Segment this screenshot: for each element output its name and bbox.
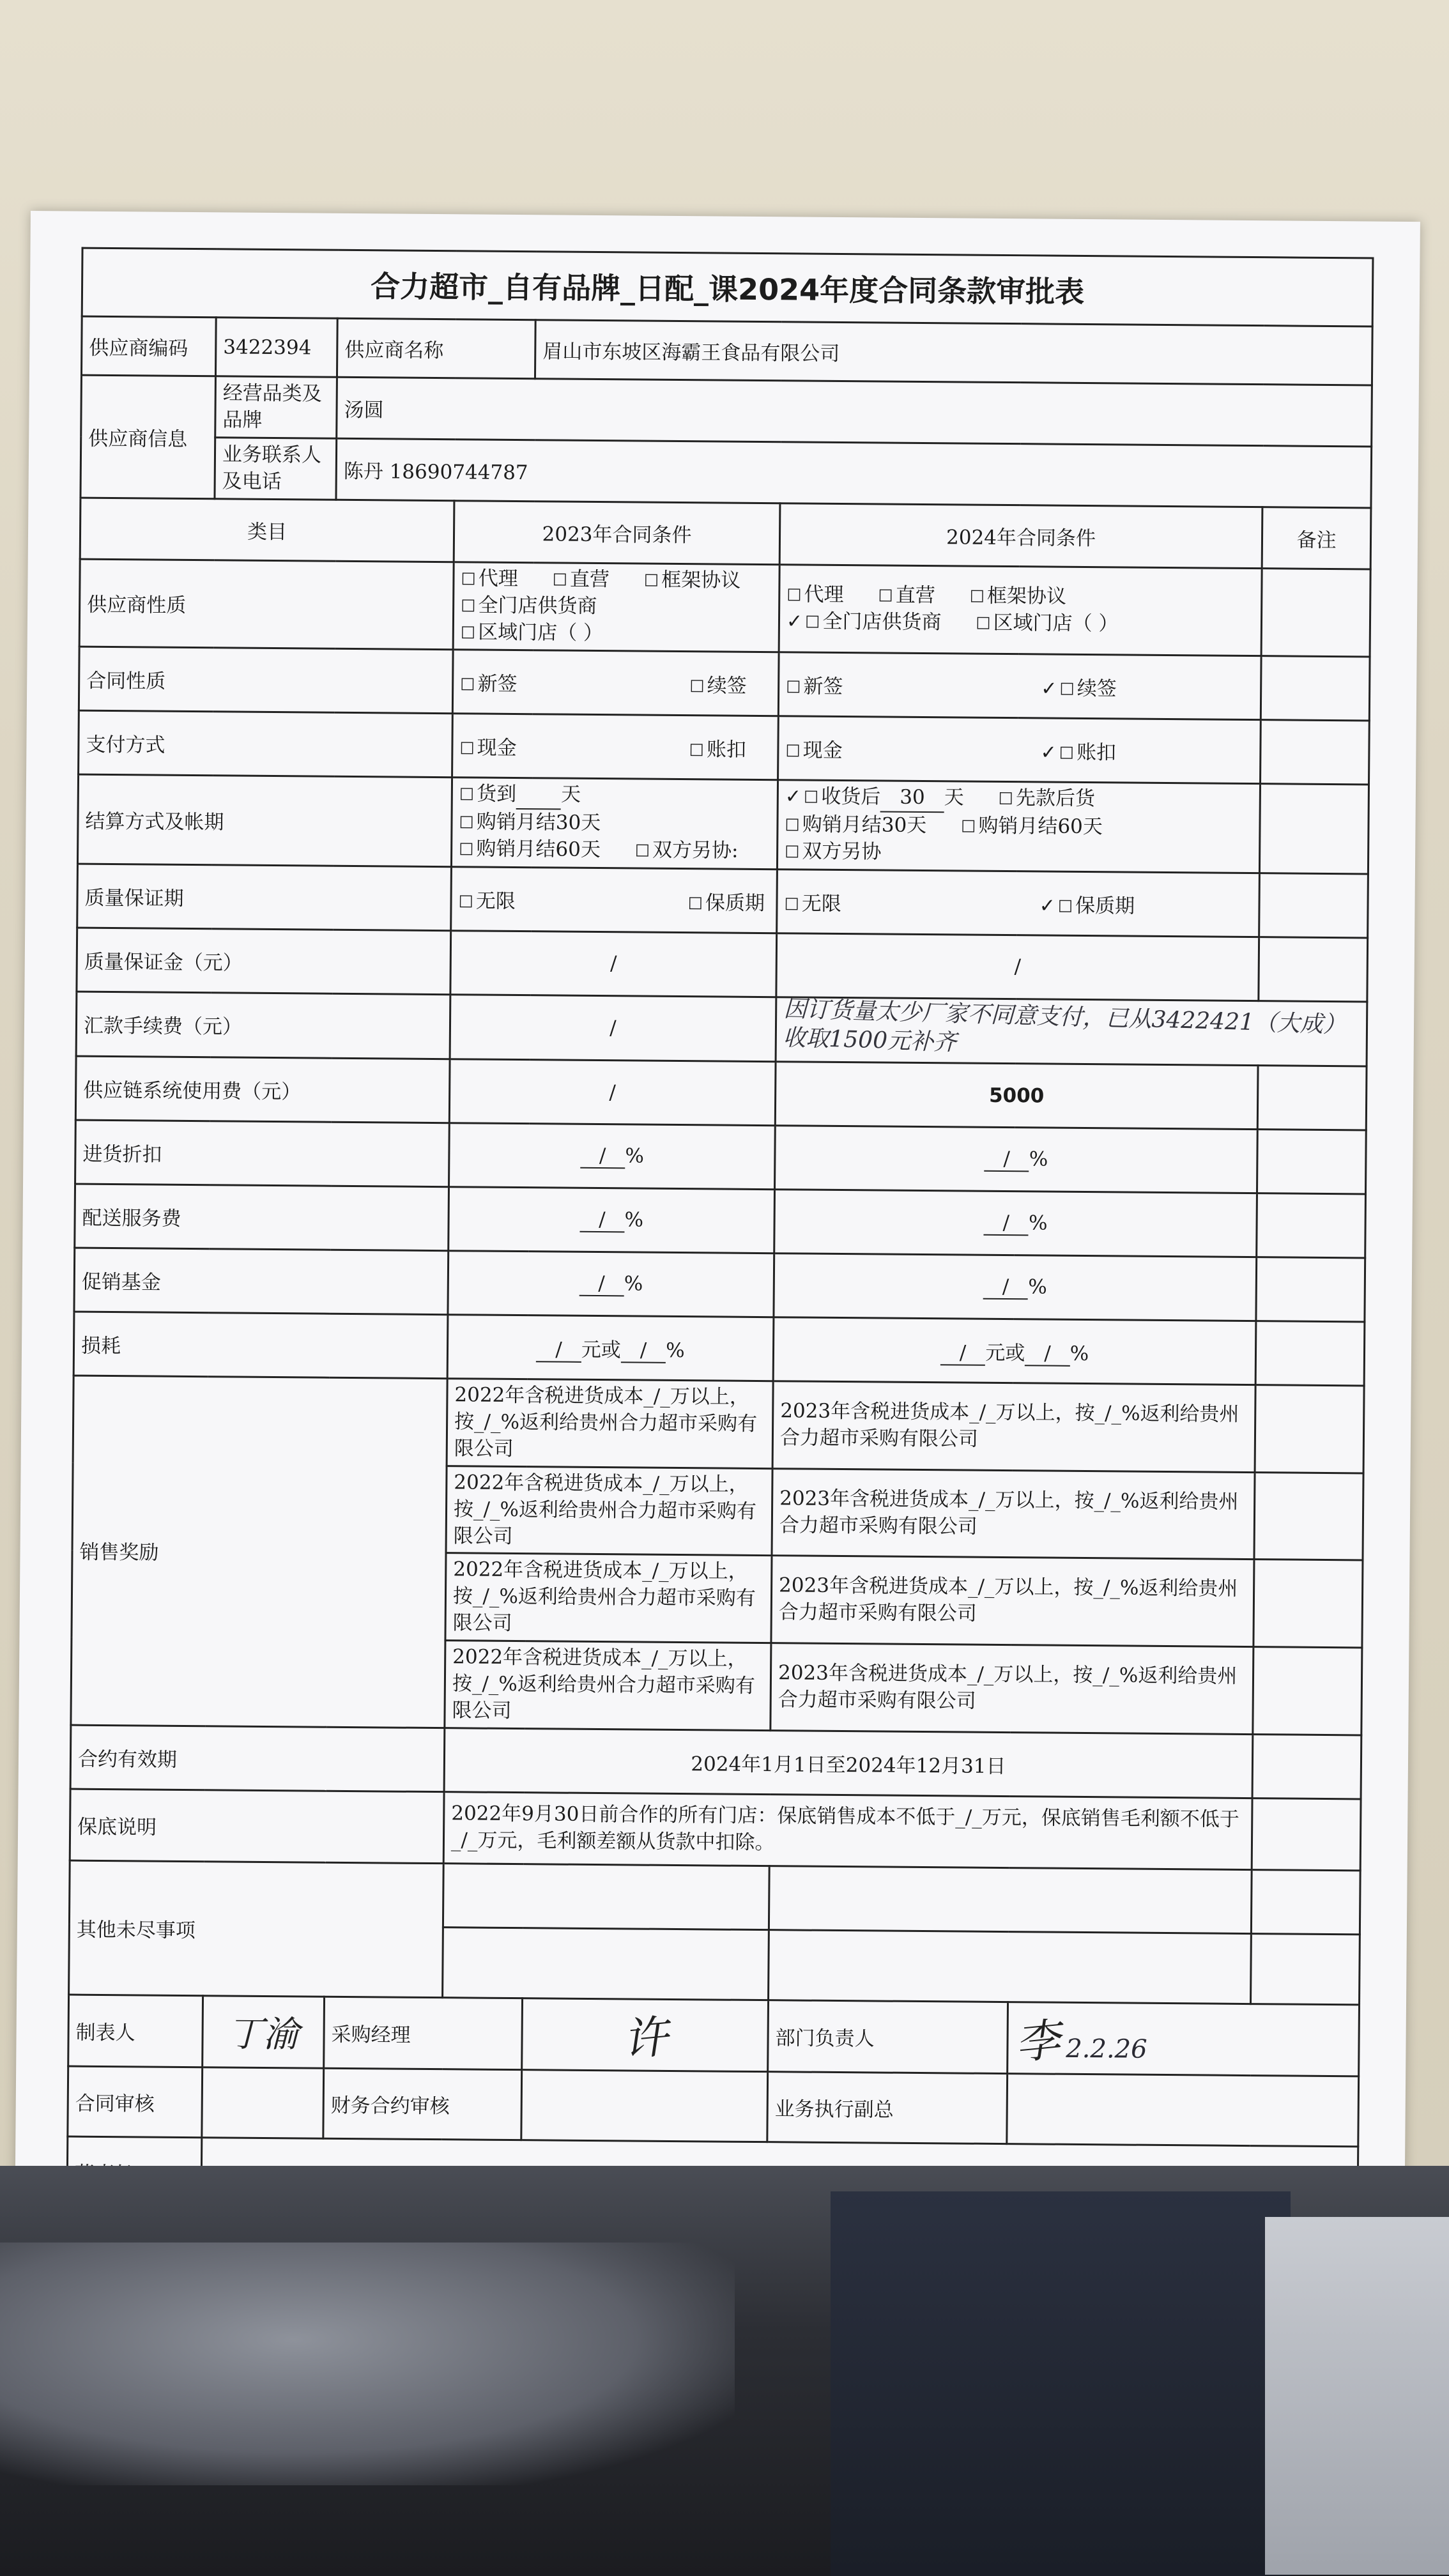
guarantee-value: 2022年9月30日前合作的所有门店：保底销售成本不低于_/_万元，保底销售毛利额不低于_/_万元，毛利额差额从货款中扣除。 <box>443 1791 1252 1869</box>
background-cloth <box>0 2242 735 2485</box>
reward-2024-line: 2023年含税进货成本_/_万以上，按_/_%返利给贵州合力超市采购有限公司 <box>771 1556 1254 1646</box>
payment-2023 <box>452 713 779 779</box>
opt-other-2023[interactable]: ☐ 双方另协: <box>634 838 739 862</box>
promo-2024: / % <box>774 1254 1257 1321</box>
settlement-remark <box>1259 783 1368 873</box>
supplier-code-label: 供应商编码 <box>81 316 216 376</box>
contact-value: 陈丹 18690744787 <box>336 438 1372 508</box>
loss-2024: / 元或 / % <box>773 1317 1256 1385</box>
quality-period-2024 <box>777 869 1260 937</box>
reward-2023-line: 2022年含税进货成本_/_万以上，按_/_%返利给贵州合力超市采购有限公司 <box>445 1641 771 1731</box>
checkbox-icon: ☐ <box>960 817 976 837</box>
system-fee-2024: 5000 <box>775 1062 1258 1130</box>
reward-remark <box>1254 1560 1363 1648</box>
supplier-name: 眉山市东坡区海霸王食品有限公司 <box>535 320 1372 385</box>
validity-value: 2024年1月1日至2024年12月31日 <box>444 1728 1253 1798</box>
deposit-label: 质量保证金（元） <box>77 928 451 995</box>
days-blank[interactable] <box>516 781 561 809</box>
checkbox-icon: ☐ <box>786 586 802 606</box>
maker-label: 制表人 <box>68 1995 203 2067</box>
dept-head-label: 部门负责人 <box>768 2000 1008 2073</box>
quality-period-remark <box>1259 873 1368 937</box>
loss-remark <box>1255 1321 1365 1386</box>
opt-renew-2024[interactable]: ✓ ☐ 续签 <box>1041 677 1117 700</box>
opt-agent-2024[interactable]: ☐ 代理 <box>786 583 844 606</box>
deposit-2023: / <box>450 930 777 997</box>
remit-fee-2023: / <box>450 994 776 1062</box>
opt-prepay-2024[interactable]: ☐ 先款后货 <box>998 786 1096 811</box>
validity-label: 合约有效期 <box>70 1725 445 1792</box>
checkbox-icon: ☐ <box>460 675 475 695</box>
other-cell[interactable] <box>769 1866 1252 1933</box>
checkbox-icon: ☐ <box>459 785 475 805</box>
nature-remark <box>1261 569 1370 657</box>
supplier-name-label: 供应商名称 <box>337 318 535 378</box>
checkbox-icon: ☐ <box>461 597 476 617</box>
paper-sheet <box>15 211 1420 2189</box>
category-label: 经营品类及品牌 <box>215 376 337 438</box>
contract-review-label: 合同审核 <box>68 2066 203 2138</box>
checkbox-icon: ☐ <box>687 894 703 914</box>
checkbox-icon: ☐ <box>458 892 473 912</box>
discount-2023: / % <box>449 1123 776 1190</box>
checkbox-icon: ☐ <box>785 816 800 836</box>
other-cell[interactable] <box>769 1929 1252 2004</box>
checkbox-icon: ☐ <box>976 614 991 634</box>
reward-remark <box>1253 1647 1362 1735</box>
checkbox-icon: ☐ <box>460 623 476 643</box>
dept-head-signature: 李 2.2.26 <box>1008 2002 1360 2076</box>
checkbox-icon: ☐ <box>459 739 475 759</box>
contract-2024 <box>778 652 1261 719</box>
sales-reward-label: 销售奖励 <box>71 1376 447 1728</box>
settlement-2023 <box>451 777 778 869</box>
opt-agent-2023[interactable]: ☐ 代理 <box>461 567 518 591</box>
opt-month30-2023[interactable]: ☐ 购销月结30天 <box>459 810 601 835</box>
discount-label: 进货折扣 <box>75 1120 450 1187</box>
finance-review-label: 财务合约审核 <box>323 2068 522 2140</box>
checkbox-icon: ☐ <box>803 788 819 808</box>
payment-2024 <box>778 716 1261 783</box>
opt-all-stores-2023[interactable]: ☐ 全门店供货商 <box>461 594 597 618</box>
opt-cash-2023[interactable]: ☐ 现金 <box>459 736 517 760</box>
settlement-2024 <box>777 779 1260 873</box>
opt-new-2024[interactable]: ☐ 新签 <box>786 675 843 698</box>
promo-label: 促销基金 <box>74 1248 448 1315</box>
quality-period-label: 质量保证期 <box>77 864 452 931</box>
checkbox-icon: ☐ <box>552 571 568 590</box>
discount-remark <box>1257 1130 1366 1194</box>
delivery-remark <box>1257 1193 1366 1258</box>
validity-remark <box>1252 1734 1361 1798</box>
checkbox-icon: ☐ <box>786 677 801 698</box>
checkbox-icon: ☐ <box>785 843 800 862</box>
deposit-2024: / <box>776 933 1259 1000</box>
payment-label: 支付方式 <box>79 710 453 778</box>
system-fee-2023: / <box>449 1059 776 1126</box>
checkbox-icon: ☐ <box>643 571 659 591</box>
exec-vp-label: 业务执行副总 <box>767 2071 1008 2143</box>
checkmark-icon: ✓ <box>786 610 803 633</box>
delivery-2023: / % <box>448 1187 775 1254</box>
checkmark-icon: ✓ <box>1040 740 1057 764</box>
other-cell[interactable] <box>443 1863 769 1929</box>
delivery-2024: / % <box>774 1190 1257 1257</box>
supplier-info-label: 供应商信息 <box>80 375 216 499</box>
checkbox-icon: ☐ <box>784 894 799 915</box>
header-category: 类目 <box>80 498 454 562</box>
loss-label: 损耗 <box>73 1312 448 1379</box>
checkmark-icon: ✓ <box>1039 894 1055 917</box>
opt-frame-2024[interactable]: ☐ 框架协议 <box>969 584 1067 608</box>
opt-unlimited-2024[interactable]: ☐ 无限 <box>784 892 841 916</box>
approval-form-table <box>66 247 1374 2218</box>
purchase-manager-signature: 许 <box>522 1998 769 2071</box>
contract-label: 合同性质 <box>79 647 453 714</box>
checkmark-icon: ✓ <box>1041 677 1057 700</box>
contract-remark <box>1261 656 1370 720</box>
guarantee-label: 保底说明 <box>70 1789 444 1864</box>
opt-cash-2024[interactable]: ☐ 现金 <box>785 739 843 762</box>
checkbox-icon: ☐ <box>459 813 474 833</box>
form-title: 合力超市_自有品牌_日配_课2024年度合同条款审批表 <box>82 248 1373 326</box>
opt-shelf-2024[interactable]: ✓ ☐ 保质期 <box>1039 894 1135 918</box>
checkbox-icon: ☐ <box>878 586 893 606</box>
delivery-label: 配送服务费 <box>75 1184 449 1251</box>
opt-frame-2023[interactable]: ☐ 框架协议 <box>643 568 741 592</box>
checkbox-icon: ☐ <box>1059 680 1075 700</box>
deposit-remark <box>1259 937 1368 1001</box>
opt-after-receipt-2024[interactable]: ✓ ☐ 收货后 30 天 <box>785 784 964 813</box>
opt-direct-2024[interactable]: ☐ 直营 <box>878 583 935 608</box>
header-remark: 备注 <box>1262 507 1371 569</box>
checkbox-icon: ☐ <box>689 677 705 696</box>
maker-signature: 丁渝 <box>203 1995 325 2067</box>
opt-month60-2023[interactable]: ☐ 购销月结60天 <box>459 837 601 861</box>
header-2023: 2023年合同条件 <box>454 501 780 565</box>
opt-all-stores-2024[interactable]: ✓ ☐ 全门店供货商 <box>786 610 942 634</box>
opt-arrival-2023[interactable]: ☐ 货到 天 <box>459 781 581 810</box>
reward-2023-line: 2022年含税进货成本_/_万以上，按_/_%返利给贵州合力超市采购有限公司 <box>445 1553 772 1643</box>
checkbox-icon: ☐ <box>804 613 820 632</box>
exec-vp-signature[interactable] <box>1007 2073 1359 2146</box>
reward-2024-line: 2023年含税进货成本_/_万以上，按_/_%返利给贵州合力超市采购有限公司 <box>770 1643 1254 1734</box>
opt-unlimited-2023[interactable]: ☐ 无限 <box>458 889 516 913</box>
remit-fee-2024 <box>776 997 1367 1066</box>
settlement-label: 结算方式及帐期 <box>77 774 452 867</box>
opt-renew-2023[interactable]: ☐ 续签 <box>689 673 747 698</box>
checkbox-icon: ☐ <box>998 790 1014 809</box>
supplier-code: 3422394 <box>215 318 337 377</box>
reward-remark <box>1255 1385 1364 1473</box>
opt-direct-2023[interactable]: ☐ 直营 <box>552 567 610 592</box>
payment-remark <box>1261 719 1370 784</box>
quality-period-2023 <box>451 866 778 933</box>
checkbox-icon: ☐ <box>1059 744 1075 763</box>
finance-review-signature[interactable] <box>521 2069 768 2142</box>
opt-region-2023[interactable]: ☐ 区域门店（ ） <box>460 620 604 645</box>
background-floor <box>1265 2217 1449 2575</box>
checkbox-icon: ☐ <box>634 841 650 861</box>
opt-deduct-2024[interactable]: ✓ ☐ 账扣 <box>1040 740 1117 764</box>
system-fee-label: 供应链系统使用费（元） <box>75 1056 450 1123</box>
checkbox-icon: ☐ <box>461 570 476 590</box>
contract-review-signature[interactable] <box>202 2067 324 2138</box>
checkbox-icon: ☐ <box>689 740 704 760</box>
background-dark-fabric <box>831 2191 1291 2576</box>
other-remark <box>1251 1869 1360 1934</box>
checkbox-icon: ☐ <box>785 741 801 762</box>
remit-fee-label: 汇款手续费（元） <box>76 992 450 1059</box>
other-label: 其他未尽事项 <box>69 1860 444 1998</box>
promo-2023: / % <box>448 1251 774 1317</box>
discount-2024: / % <box>775 1126 1258 1193</box>
reward-2024-line: 2023年含税进货成本_/_万以上，按_/_%返利给贵州合力超市采购有限公司 <box>772 1469 1255 1560</box>
system-fee-remark <box>1257 1066 1367 1130</box>
checkbox-icon: ☐ <box>1057 897 1073 917</box>
background-table-surface <box>0 2166 1449 2576</box>
opt-region-2024[interactable]: ☐ 区域门店（ ） <box>976 611 1119 636</box>
opt-shelf-2023[interactable]: ☐ 保质期 <box>687 891 765 915</box>
loss-2023: / 元或 / % <box>447 1315 774 1381</box>
contract-2023 <box>452 649 779 716</box>
contact-label: 业务联系人及电话 <box>215 438 337 500</box>
checkmark-icon: ✓ <box>785 785 802 808</box>
checkbox-icon: ☐ <box>969 587 985 607</box>
opt-month30-2024[interactable]: ☐ 购销月结30天 <box>785 813 927 838</box>
header-2024: 2024年合同条件 <box>779 503 1262 569</box>
reward-remark <box>1254 1473 1363 1561</box>
opt-new-2023[interactable]: ☐ 新签 <box>460 672 518 696</box>
category-value: 汤圆 <box>337 377 1372 447</box>
purchase-manager-label: 采购经理 <box>324 1997 523 2069</box>
guarantee-remark <box>1252 1798 1361 1870</box>
nature-2023 <box>453 562 779 652</box>
opt-month60-2024[interactable]: ☐ 购销月结60天 <box>960 814 1103 839</box>
reward-2024-line: 2023年含税进货成本_/_万以上，按_/_%返利给贵州合力超市采购有限公司 <box>772 1381 1255 1472</box>
reward-2023-line: 2022年含税进货成本_/_万以上，按_/_%返利给贵州合力超市采购有限公司 <box>447 1379 773 1469</box>
handwritten-note: 因订货量太少厂家不同意支付，已从3422421（大成）收取1500元补齐 <box>782 995 1347 1056</box>
days-blank[interactable]: 30 <box>880 785 944 813</box>
checkbox-icon: ☐ <box>459 840 474 860</box>
nature-2024 <box>779 565 1262 656</box>
other-cell[interactable] <box>443 1927 769 2000</box>
promo-remark <box>1256 1257 1365 1322</box>
nature-label: 供应商性质 <box>79 559 454 649</box>
opt-other-2024[interactable]: ☐ 双方另协 <box>785 839 882 864</box>
other-remark <box>1251 1933 1360 2004</box>
reward-2023-line: 2022年含税进货成本_/_万以上，按_/_%返利给贵州合力超市采购有限公司 <box>446 1466 772 1556</box>
opt-deduct-2023[interactable]: ☐ 账扣 <box>689 737 747 762</box>
